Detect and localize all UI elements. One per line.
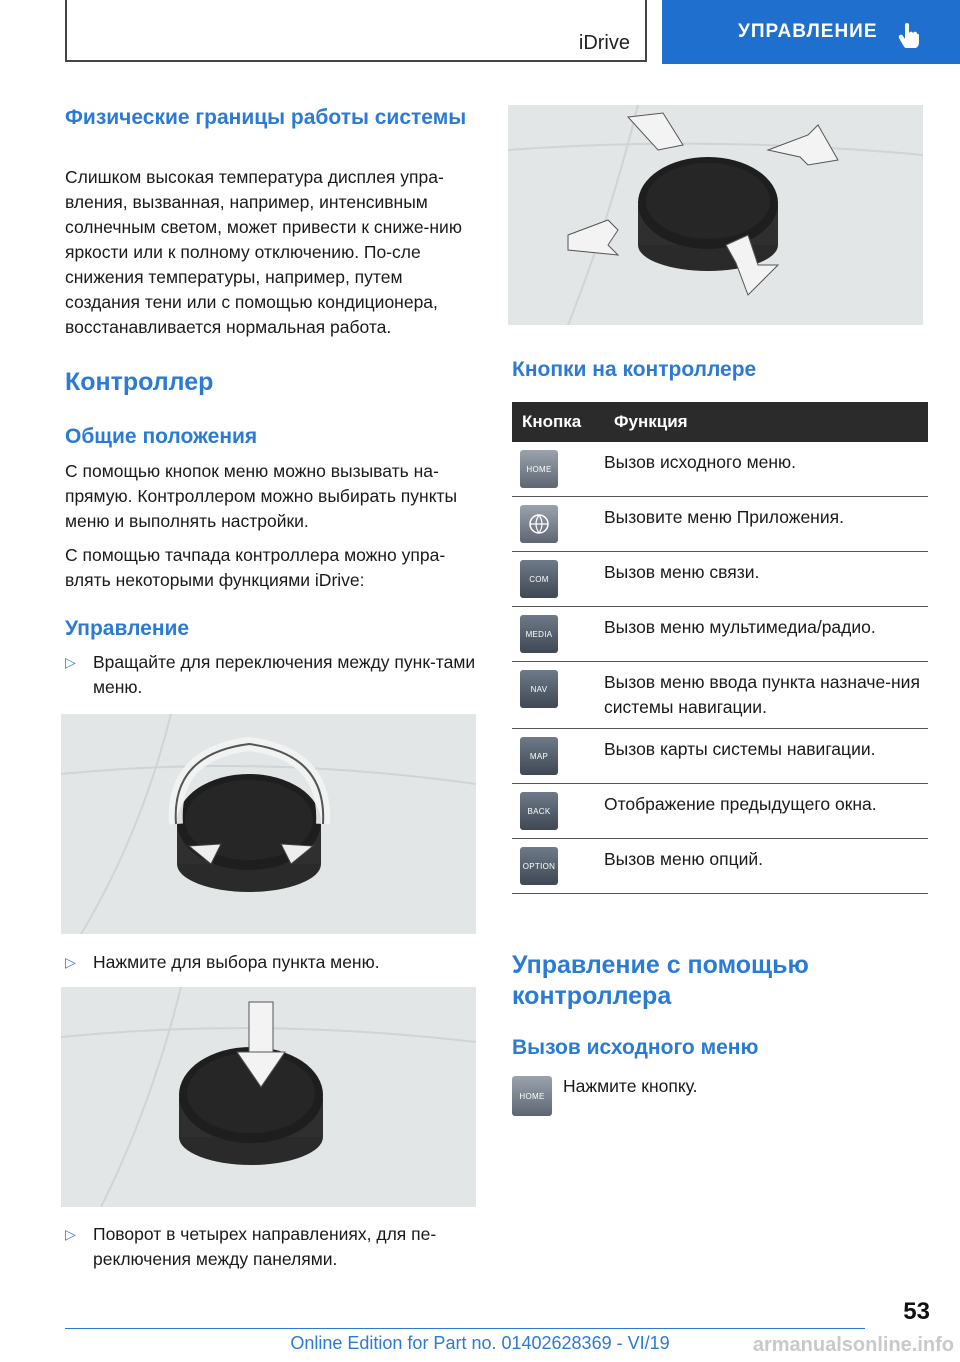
chapter-title: УПРАВЛЕНИЕ (738, 21, 878, 42)
function-cell: Вызов меню связи. (604, 552, 928, 607)
watermark: armanualsonline.info (752, 1334, 954, 1356)
bullet-arrow-icon: ▷ (65, 954, 76, 970)
function-cell: Вызов меню ввода пункта назначе-ния системы навигации. (604, 662, 928, 729)
function-cell: Вызов исходного меню. (604, 442, 928, 497)
heading-call-home-menu: Вызов исходного меню (512, 1036, 759, 1059)
paragraph-general-1: С помощью кнопок меню можно вызывать на-прямую. Контроллером можно выбирать пункты меню и выполнять настройки. (65, 461, 458, 531)
hand-pointer-icon (898, 22, 920, 48)
back-button-icon: BACK (520, 792, 558, 830)
option-button-icon: OPTION (520, 847, 558, 885)
table-row (512, 729, 928, 784)
column-header-function: Функция (604, 402, 928, 442)
footer-edition: Online Edition for Part no. 01402628369 - VI/19 (290, 1333, 670, 1353)
map-button-icon: MAP (520, 737, 558, 775)
table-row (512, 497, 928, 552)
controller-tilt-illustration (508, 105, 923, 325)
table-row (512, 784, 928, 839)
list-item (65, 1222, 477, 1272)
function-cell: Отображение предыдущего окна. (604, 784, 928, 839)
header-frame (65, 0, 647, 62)
column-header-button: Кнопка (512, 402, 604, 442)
table-row (512, 839, 928, 894)
table-row (512, 607, 928, 662)
list-item (65, 650, 477, 700)
function-cell: Вызов меню мультимедиа/радио. (604, 607, 928, 662)
globe-apps-button-icon (520, 505, 558, 543)
table-row (512, 662, 928, 729)
bullet-arrow-icon: ▷ (65, 654, 76, 670)
footer-divider (65, 1328, 865, 1329)
table-row (512, 552, 928, 607)
heading-physical-limits: Физические границы работы системы (65, 106, 467, 129)
bullet-text: Вращайте для переключения между пунк-тами меню. (93, 652, 476, 697)
heading-buttons-on-controller: Кнопки на контроллере (512, 358, 757, 381)
controller-press-illustration (61, 987, 476, 1207)
home-button-icon: HOME (520, 450, 558, 488)
heading-general: Общие положения (65, 425, 258, 448)
heading-control: Управление (65, 617, 190, 640)
paragraph-physical-limits: Слишком высокая температура дисплея упра-вления, вызванная, например, интенсивным солнечным светом, может привести к сниже-нию яркости или к полному отключению. По-сле снижения температуры, например, путем создания тени или с помощью кондиционера, восстанавливается нормальная работа. (65, 167, 462, 337)
function-cell: Вызов меню опций. (604, 839, 928, 894)
bullet-text: Поворот в четырех направлениях, для пе-реключения между панелями. (93, 1224, 437, 1269)
function-cell: Вызовите меню Приложения. (604, 497, 928, 552)
heading-controller: Контроллер (65, 368, 214, 396)
controller-rotate-illustration (61, 714, 476, 934)
page-number: 53 (903, 1298, 930, 1325)
home-button-icon: HOME (512, 1076, 552, 1116)
com-button-icon: COM (520, 560, 558, 598)
buttons-table (512, 402, 928, 894)
heading-operate-with-controller: Управление с помощью контроллера (512, 951, 809, 1010)
header-section-title: iDrive (578, 32, 630, 54)
function-cell: Вызов карты системы навигации. (604, 729, 928, 784)
table-row (512, 442, 928, 497)
nav-button-icon: NAV (520, 670, 558, 708)
table-header-row (512, 402, 928, 442)
paragraph-press-button: Нажмите кнопку. (563, 1076, 698, 1096)
globe-icon (528, 513, 550, 535)
media-button-icon: MEDIA (520, 615, 558, 653)
list-item (65, 950, 477, 975)
paragraph-general-2: С помощью тачпада контроллера можно упра-влять некоторыми функциями iDrive: (65, 545, 446, 590)
chapter-tab (662, 0, 960, 64)
bullet-text: Нажмите для выбора пункта меню. (93, 952, 380, 972)
bullet-arrow-icon: ▷ (65, 1226, 76, 1242)
